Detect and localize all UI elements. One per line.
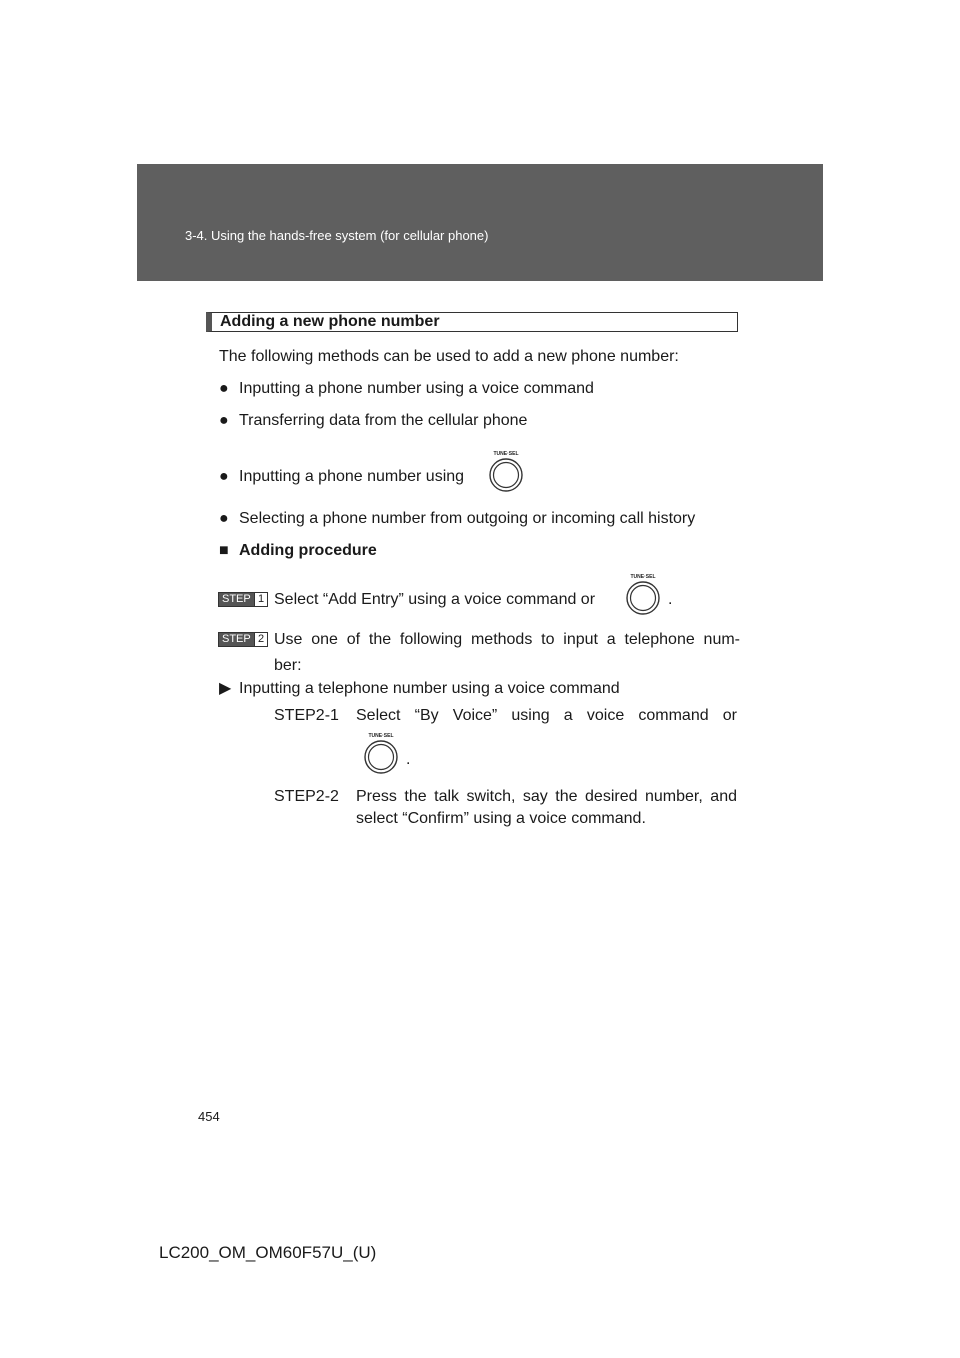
knob-label: TUNE·SEL [368, 733, 394, 739]
step-2-text-line2: ber: [274, 657, 302, 674]
list-item: ● Selecting a phone number from outgoing or incoming call history [219, 510, 696, 527]
bullet-icon: ● [219, 510, 229, 527]
bullet-icon: ● [219, 380, 229, 397]
tune-sel-knob-icon [620, 571, 666, 615]
knob-label: TUNE·SEL [493, 451, 519, 457]
intro-text: The following methods can be used to add a new phone number: [219, 348, 679, 365]
tune-sel-knob-icon [358, 730, 404, 774]
footer-code: LC200_OM_OM60F57U_(U) [159, 1243, 377, 1262]
step-2-text-line1: Use one of the following methods to input a telephone num- [274, 631, 740, 648]
substep-2-text-line2: select “Confirm” using a voice command. [356, 810, 646, 827]
substep-label: STEP2-2 [274, 788, 339, 805]
step-1-text: Select “Add Entry” using a voice command or [274, 591, 596, 608]
section-header: 3-4. Using the hands-free system (for cellular phone) [185, 228, 489, 243]
step-1-badge: STEP 1 [218, 592, 268, 607]
substep-1-period: . [406, 751, 411, 768]
list-item: ● Inputting a phone number using a voice command [219, 380, 594, 397]
tune-sel-knob-icon [483, 448, 529, 492]
subsection-heading: ■ Adding procedure [219, 542, 377, 559]
bullet-icon: ● [219, 412, 229, 429]
list-item: ● Inputting a phone number using [219, 468, 465, 485]
step-1-period: . [668, 591, 673, 608]
knob-label: TUNE·SEL [630, 574, 656, 580]
list-item: ● Transferring data from the cellular phone [219, 412, 528, 429]
page-number: 454 [198, 1109, 220, 1124]
substep-1-text: Select “By Voice” using a voice command or [356, 707, 737, 724]
section-title: Adding a new phone number [206, 312, 738, 332]
step-2-badge: STEP 2 [218, 632, 268, 647]
header-band [137, 164, 823, 281]
arrow-right-icon: ▶ [219, 680, 232, 697]
substep-label: STEP2-1 [274, 707, 339, 724]
method-heading: ▶ Inputting a telephone number using a voice command [219, 680, 620, 697]
bullet-icon: ● [219, 468, 229, 485]
square-icon: ■ [219, 542, 229, 559]
substep-2-text-line1: Press the talk switch, say the desired number, and [356, 788, 737, 805]
